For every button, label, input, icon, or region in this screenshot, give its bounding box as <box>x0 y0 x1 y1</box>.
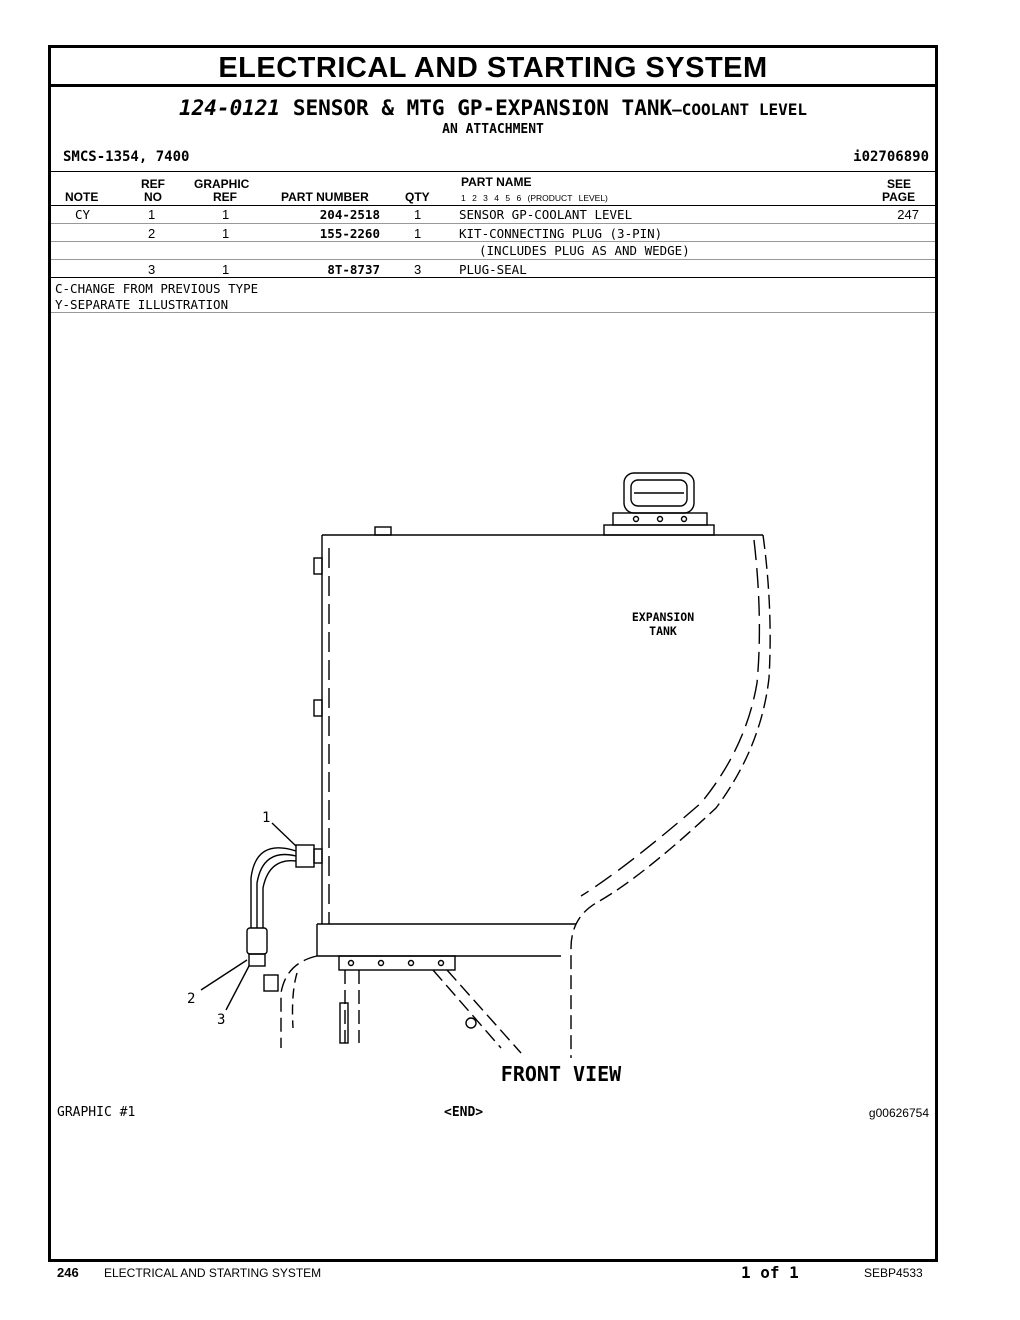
row1-qty: 1 <box>414 207 422 222</box>
row1-part-number: 204-2518 <box>319 207 380 222</box>
row3-part-name: PLUG-SEAL <box>459 262 527 277</box>
col-graphic-ref-top: GRAPHIC <box>194 177 250 191</box>
product-levels: 1 2 3 4 5 6 (PRODUCT LEVEL) <box>461 193 608 203</box>
row3-qty: 3 <box>414 262 422 277</box>
row3-part-number: 8T-8737 <box>327 262 380 277</box>
col-note: NOTE <box>65 190 99 204</box>
graphic-id: g00626754 <box>868 1106 929 1120</box>
col-see-page-bottom: PAGE <box>882 190 916 204</box>
row1-graphic-ref: 1 <box>222 207 230 222</box>
page-of: 1 of 1 <box>741 1263 799 1282</box>
col-qty: QTY <box>405 190 430 204</box>
col-ref-no-bottom: NO <box>144 190 162 204</box>
col-see-page-top: SEE <box>887 177 912 191</box>
row3-graphic-ref: 1 <box>222 262 230 277</box>
illustration-front-view <box>51 48 935 1259</box>
end-marker: <END> <box>444 1105 484 1120</box>
view-label: FRONT VIEW <box>500 1062 622 1086</box>
row2-qty: 1 <box>414 226 422 241</box>
document-ident: i02706890 <box>853 149 929 165</box>
col-part-name: PART NAME <box>461 175 532 189</box>
col-part-number: PART NUMBER <box>281 190 369 204</box>
legend-change: C-CHANGE FROM PREVIOUS TYPE <box>55 281 259 296</box>
row2-part-name: KIT-CONNECTING PLUG (3-PIN) <box>459 226 663 241</box>
col-ref-no-top: REF <box>141 177 165 191</box>
row1-ref-no: 1 <box>148 207 156 222</box>
page-frame <box>48 45 938 1262</box>
coolant-level-sensor <box>247 845 322 966</box>
row1-note: CY <box>75 207 91 222</box>
callout-1: 1 <box>262 810 271 826</box>
callout-leaders <box>201 823 296 1010</box>
callout-3: 3 <box>217 1012 226 1028</box>
group-number: 124-0121 <box>179 96 281 120</box>
filler-cap <box>604 473 714 535</box>
group-subname: —COOLANT LEVEL <box>672 100 807 119</box>
row2-part-number: 155-2260 <box>319 226 380 241</box>
tank-label-1: EXPANSION <box>631 610 695 624</box>
tank-label-2: TANK <box>649 624 677 638</box>
doc-number: SEBP4533 <box>864 1266 923 1280</box>
tank-base <box>264 924 576 1053</box>
legend-separate: Y-SEPARATE ILLUSTRATION <box>55 297 229 312</box>
row2-ref-no: 2 <box>148 226 156 241</box>
group-name: SENSOR & MTG GP-EXPANSION TANK <box>292 96 673 120</box>
attachment-label: AN ATTACHMENT <box>442 122 544 137</box>
col-graphic-ref-bottom: REF <box>213 190 237 204</box>
row2-graphic-ref: 1 <box>222 226 230 241</box>
smcs-code: SMCS-1354, 7400 <box>63 149 190 165</box>
page-number: 246 <box>57 1265 79 1280</box>
section-title: ELECTRICAL AND STARTING SYSTEM <box>51 48 935 87</box>
row1-part-name: SENSOR GP-COOLANT LEVEL <box>459 207 633 222</box>
callout-2: 2 <box>187 991 196 1007</box>
row1-see-page: 247 <box>897 207 919 222</box>
tank-outline <box>314 527 770 1058</box>
graphic-label: GRAPHIC #1 <box>57 1105 136 1120</box>
row2b-part-name: (INCLUDES PLUG AS AND WEDGE) <box>479 243 690 258</box>
row3-ref-no: 3 <box>148 262 156 277</box>
footer-section: ELECTRICAL AND STARTING SYSTEM <box>104 1266 322 1280</box>
